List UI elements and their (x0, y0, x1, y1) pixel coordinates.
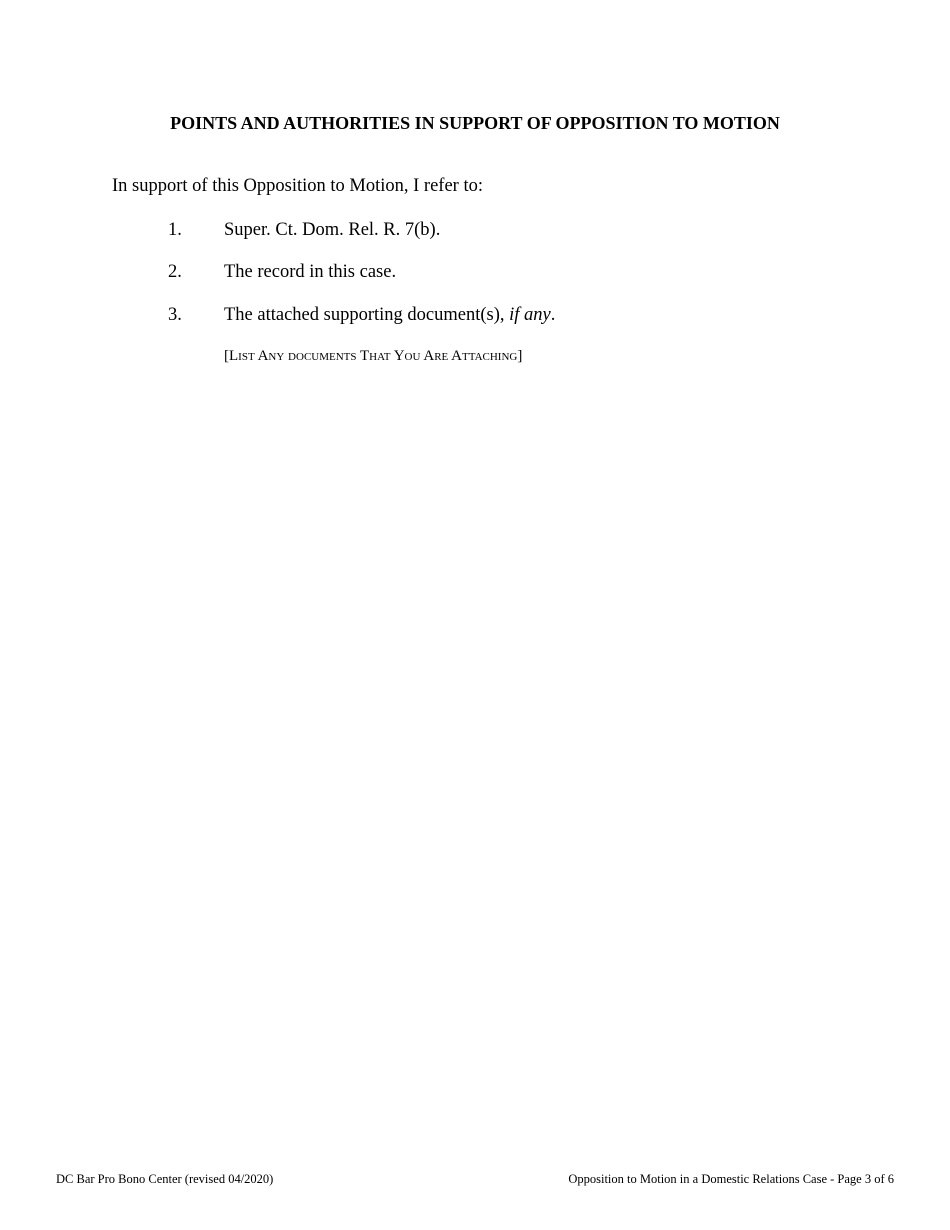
footer-left: DC Bar Pro Bono Center (revised 04/2020) (56, 1172, 274, 1186)
intro-paragraph: In support of this Opposition to Motion, I refer to: (112, 176, 483, 196)
list-item-text (224, 303, 555, 327)
attachment-instruction: [List Any documents That You Are Attaching] (224, 348, 523, 364)
list-item-number: 1. (168, 220, 182, 240)
footer-right: Opposition to Motion in a Domestic Relations Case - Page 3 of 6 (568, 1172, 894, 1186)
list-item-text-end: . (550, 305, 556, 325)
list-item-text: The record in this case. (224, 262, 397, 282)
page-title: POINTS AND AUTHORITIES IN SUPPORT OF OPPOSITION TO MOTION (170, 113, 780, 133)
list-item-text-italic: if any (509, 305, 551, 325)
list-item-text-main: The attached supporting document(s), (224, 305, 510, 325)
list-item-number: 2. (168, 262, 182, 282)
list-item-text: Super. Ct. Dom. Rel. R. 7(b). (224, 220, 441, 240)
list-item-number: 3. (168, 305, 182, 325)
